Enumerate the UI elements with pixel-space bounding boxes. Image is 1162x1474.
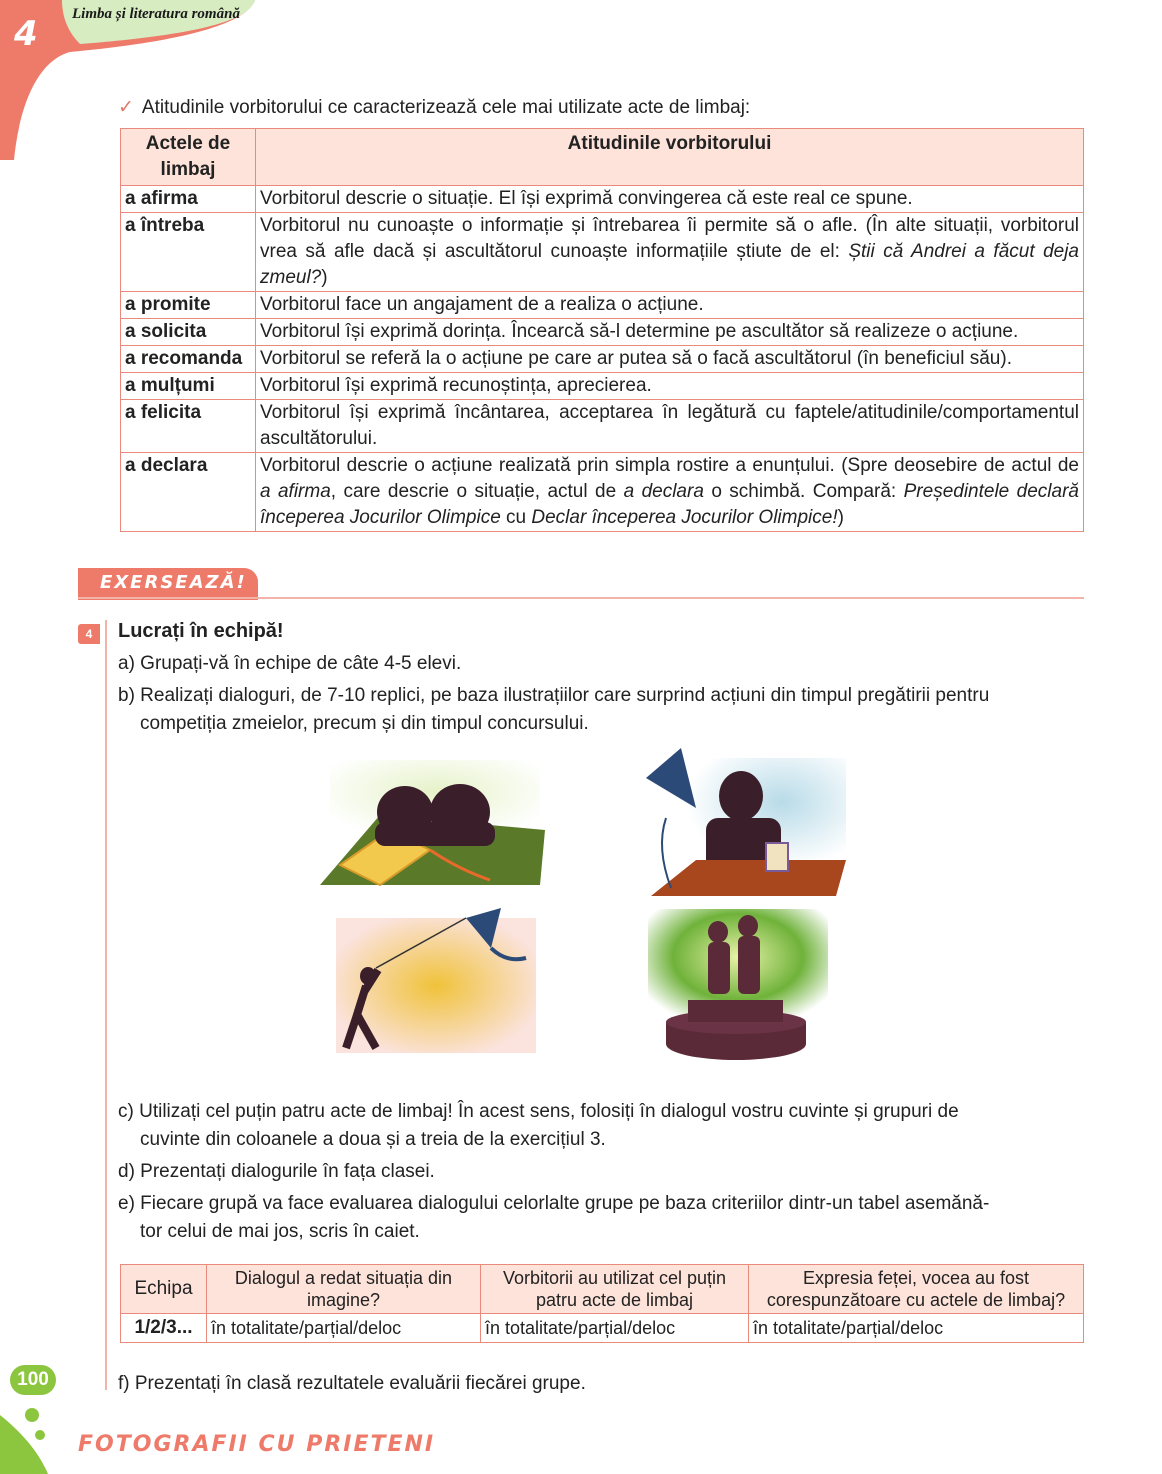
eval-header-row bbox=[121, 1265, 1084, 1314]
speech-act-description bbox=[256, 213, 1084, 292]
exercise-side-rule bbox=[105, 620, 107, 1390]
eval-header-acts: Vorbitorii au utilizat cel puțin patru acte de limbaj bbox=[481, 1265, 749, 1314]
speech-act-name: a întreba bbox=[121, 213, 256, 292]
description-text: ) bbox=[321, 267, 328, 288]
footer-green-dots bbox=[0, 1395, 60, 1474]
table-row bbox=[121, 346, 1084, 373]
eval-row bbox=[121, 1314, 1084, 1343]
speech-act-description bbox=[256, 346, 1084, 373]
description-text: Vorbitorul nu cunoaște o informație și întrebarea îi permite să o afle. (În alte situații, vorbitorul vrea să afle dacă și ascultătorul cunoaște informațiile știute de el: bbox=[260, 215, 1079, 262]
eval-cell-situation: în totalitate/parțial/deloc bbox=[207, 1314, 481, 1343]
description-text: o schimbă. Compară: bbox=[703, 481, 904, 502]
item-a: a) Grupați-vă în echipe de câte 4-5 elevi. bbox=[118, 653, 462, 674]
item-b-line1: b) Realizați dialoguri, de 7-10 replici, pe baza ilustrațiilor care surprind acțiuni din timpul pregătirii pentru bbox=[118, 685, 990, 706]
table-row bbox=[121, 453, 1084, 532]
exercise-number-badge: 4 bbox=[78, 624, 100, 644]
speech-act-description bbox=[256, 453, 1084, 532]
speech-acts-body bbox=[121, 186, 1084, 532]
table-header-row bbox=[121, 129, 1084, 186]
item-e-line1: e) Fiecare grupă va face evaluarea dialogului celorlalte grupe pe baza criteriilor dintr-un tabel asemănă- bbox=[118, 1193, 990, 1214]
unit-number: 4 bbox=[14, 14, 38, 54]
item-b bbox=[118, 682, 1084, 738]
eval-cell-acts: în totalitate/parțial/deloc bbox=[481, 1314, 749, 1343]
speech-act-description bbox=[256, 373, 1084, 400]
intro-line bbox=[118, 96, 750, 119]
section-divider bbox=[78, 597, 1084, 599]
eval-cell-expression: în totalitate/parțial/deloc bbox=[749, 1314, 1084, 1343]
speech-act-name: a felicita bbox=[121, 400, 256, 453]
eval-cell-team: 1/2/3... bbox=[121, 1314, 207, 1343]
description-text: Vorbitorul se referă la o acțiune pe care ar putea să o facă ascultătorul (în beneficiul său). bbox=[260, 348, 1012, 369]
footer-title: FOTOGRAFII CU PRIETENI bbox=[78, 1432, 436, 1457]
description-text: Vorbitorul face un angajament de a realiza o acțiune. bbox=[260, 294, 704, 315]
exercise-tab: EXERSEAZĂ! bbox=[78, 568, 258, 600]
italic-example: Știi că Andrei a făcut deja zmeul? bbox=[260, 241, 1079, 288]
illustration-child-flying-kite bbox=[326, 908, 546, 1058]
intro-text: Atitudinile vorbitorului ce caracterizează cele mai utilizate acte de limbaj: bbox=[141, 97, 751, 118]
eval-header-team: Echipa bbox=[121, 1265, 207, 1314]
speech-act-name: a solicita bbox=[121, 319, 256, 346]
eval-header-expression: Expresia feței, vocea au fost corespunzătoare cu actele de limbaj? bbox=[749, 1265, 1084, 1314]
speech-act-description bbox=[256, 319, 1084, 346]
illustration-kite-making bbox=[320, 760, 550, 890]
description-text: Vorbitorul își exprimă dorința. Încearcă să-l determine pe ascultător să realizeze o acțiune. bbox=[260, 321, 1019, 342]
item-c-line1: c) Utilizați cel puțin patru acte de limbaj! În acest sens, folosiți în dialogul vostru cuvinte și grupuri de bbox=[118, 1101, 959, 1122]
italic-example: a declara bbox=[623, 481, 704, 502]
italic-example: a afirma bbox=[260, 481, 331, 502]
speech-acts-table bbox=[120, 128, 1084, 532]
description-text: cu bbox=[500, 507, 532, 528]
speech-act-name: a recomanda bbox=[121, 346, 256, 373]
description-text: Vorbitorul își exprimă recunoștința, aprecierea. bbox=[260, 375, 652, 396]
table-row bbox=[121, 373, 1084, 400]
table-row bbox=[121, 292, 1084, 319]
speech-act-description bbox=[256, 400, 1084, 453]
speech-act-name: a declara bbox=[121, 453, 256, 532]
item-b-line2: competiția zmeielor, precum și din timpul concursului. bbox=[140, 713, 589, 734]
illustration-boy-with-kite bbox=[626, 748, 856, 898]
table-row bbox=[121, 400, 1084, 453]
item-e-line2: tor celui de mai jos, scris în caiet. bbox=[140, 1221, 420, 1242]
speech-act-description bbox=[256, 292, 1084, 319]
table-row bbox=[121, 186, 1084, 213]
eval-header-situation: Dialogul a redat situația din imagine? bbox=[207, 1265, 481, 1314]
description-text: ) bbox=[837, 507, 844, 528]
description-text: Vorbitorul își exprimă încântarea, acceptarea în legătură cu faptele/atitudinile/comportamentul ascultătorului. bbox=[260, 402, 1079, 449]
speech-act-description bbox=[256, 186, 1084, 213]
speech-act-name: a afirma bbox=[121, 186, 256, 213]
header-acts: Actele de limbaj bbox=[121, 129, 256, 186]
description-text: Vorbitorul descrie o acțiune realizată prin simpla rostire a enunțului. (Spre deosebire de actul de bbox=[260, 455, 1079, 476]
item-c-line2: cuvinte din coloanele a doua și a treia de la exercițiul 3. bbox=[140, 1129, 606, 1150]
illustration-winners-podium bbox=[648, 904, 828, 1064]
item-c bbox=[118, 1098, 1084, 1154]
description-text: Vorbitorul descrie o situație. El își exprimă convingerea că este real ce spune. bbox=[260, 188, 913, 209]
page-number: 100 bbox=[10, 1365, 56, 1395]
header-subject: Limba și literatura română bbox=[72, 6, 240, 22]
table-row bbox=[121, 319, 1084, 346]
header-attitudes: Atitudinile vorbitorului bbox=[256, 129, 1084, 186]
table-row bbox=[121, 213, 1084, 292]
item-d: d) Prezentați dialogurile în fața clasei. bbox=[118, 1161, 435, 1182]
evaluation-table bbox=[120, 1264, 1084, 1343]
italic-example: Președintele declară începerea Jocurilor Olimpice bbox=[260, 481, 1079, 528]
description-text: , care descrie o situație, actul de bbox=[330, 481, 624, 502]
speech-act-name: a promite bbox=[121, 292, 256, 319]
item-f: f) Prezentați în clasă rezultatele evaluării fiecărei grupe. bbox=[118, 1373, 586, 1394]
exercise-title: Lucrați în echipă! bbox=[118, 620, 284, 642]
item-e bbox=[118, 1190, 1084, 1246]
speech-act-name: a mulțumi bbox=[121, 373, 256, 400]
italic-example: Declar începerea Jocurilor Olimpice! bbox=[531, 507, 838, 528]
checkmark-icon: ✓ bbox=[118, 97, 134, 118]
